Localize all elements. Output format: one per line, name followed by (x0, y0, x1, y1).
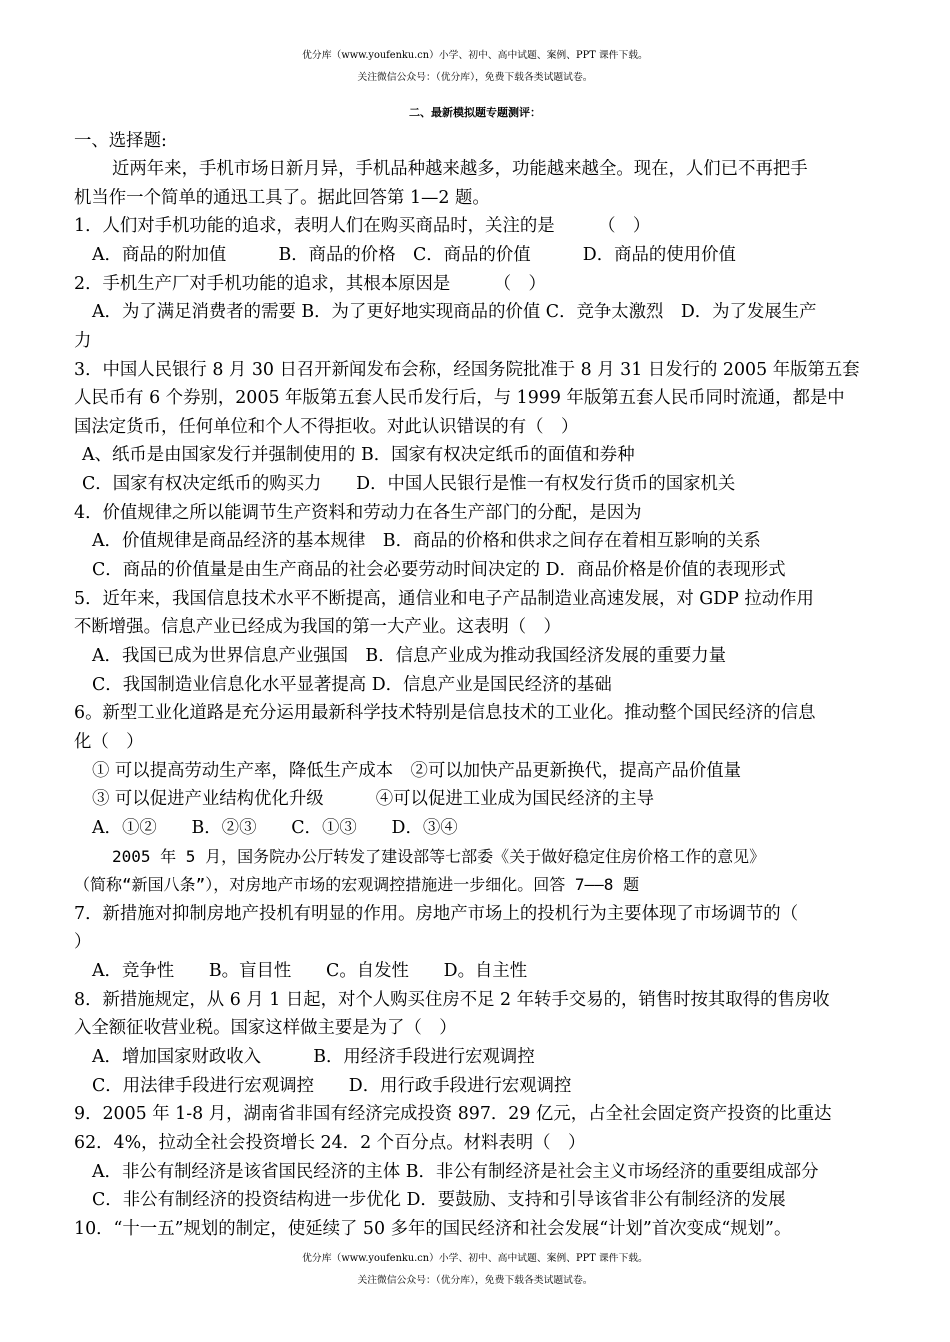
question-3-options: C．国家有权决定纸币的购买力 D．中国人民银行是惟一有权发行货币的国家机关 (82, 474, 736, 494)
question-9: 9．2005 年 1-8 月，湖南省非国有经济完成投资 897．29 亿元，占全社会固定资产投资的比重达 (74, 1104, 832, 1124)
question-1: 1．人们对手机功能的追求，表明人们在购买商品时，关注的是 （ ） (74, 216, 651, 236)
question-6-options: A．①② B．②③ C．①③ D．③④ (92, 818, 458, 838)
footer-line-1: 优分库（www.youfenku.cn）小学、初中、高中试题、案例、PPT 课件下载。 (302, 1253, 648, 1264)
question-8-options: A．增加国家财政收入 B．用经济手段进行宏观调控 (92, 1047, 535, 1067)
question-2-options: A．为了满足消费者的需要 B．为了更好地实现商品的价值 C．竞争太激烈 D．为了发展生产 (92, 302, 817, 322)
page-title: 二、最新模拟题专题测评： (409, 106, 541, 119)
text-line: 不断增强。信息产业已经成为我国的第一大产业。这表明（ ） (74, 617, 561, 637)
text-line: 化（ ） (74, 732, 144, 752)
question-3-options: A、纸币是由国家发行并强制使用的 B．国家有权决定纸币的面值和券种 (82, 445, 635, 465)
question-8: 8．新措施规定，从 6 月 1 日起，对个人购买住房不足 2 年转手交易的，销售时按其取得的售房收 (74, 990, 830, 1010)
question-9-options: A．非公有制经济是该省国民经济的主体 B．非公有制经济是社会主义市场经济的重要组成部分 (92, 1162, 819, 1182)
header-line-2: 关注微信公众号：（优分库），免费下载各类试题试卷。 (357, 72, 593, 83)
question-2: 2．手机生产厂对手机功能的追求，其根本原因是 （ ） (74, 274, 546, 294)
text-line: 机当作一个简单的通迅工具了。据此回答第 1—2 题。 (74, 188, 490, 208)
question-3: 3．中国人民银行 8 月 30 日召开新闻发布会称，经国务院批准于 8 月 31 日发行的 2005 年版第五套 (74, 360, 860, 380)
question-4: 4．价值规律之所以能调节生产资料和劳动力在各生产部门的分配，是因为 (74, 503, 642, 523)
question-1-options: A．商品的附加值 B．商品的价格 C．商品的价值 D．商品的使用价值 (92, 245, 736, 265)
question-7: 7．新措施对抑制房地产投机有明显的作用。房地产市场上的投机行为主要体现了市场调节的（ (74, 904, 799, 924)
question-6-statements: ① 可以提高劳动生产率，降低生产成本 ②可以加快产品更新换代，提高产品价值量 (92, 761, 741, 781)
question-5: 5．近年来，我国信息技术水平不断提高，通信业和电子产品制造业高速发展，对 GDP 拉动作用 (74, 589, 814, 609)
question-7-options: A．竞争性 B。盲目性 C。自发性 D。自主性 (92, 961, 528, 981)
header-line-1: 优分库（www.youfenku.cn）小学、初中、高中试题、案例、PPT 课件下载。 (302, 50, 648, 61)
text-line: 2005 年 5 月，国务院办公厅转发了建设部等七部委《关于做好稳定住房价格工作的意见》 (112, 847, 766, 866)
question-6-statements: ③ 可以促进产业结构优化升级 ④可以促进工业成为国民经济的主导 (92, 789, 655, 809)
footer-line-2: 关注微信公众号：（优分库），免费下载各类试题试卷。 (357, 1275, 593, 1286)
text-line: 人民币有 6 个券别，2005 年版第五套人民币发行后，与 1999 年版第五套人民币同时流通，都是中 (74, 388, 845, 408)
question-4-options: C．商品的价值量是由生产商品的社会必要劳动时间决定的 D．商品价格是价值的表现形式 (92, 560, 786, 580)
text-line: （简称“新国八条”），对房地产市场的宏观调控措施进一步细化。回答 7——8 题 (74, 875, 640, 894)
question-5-options: C．我国制造业信息化水平显著提高 D．信息产业是国民经济的基础 (92, 675, 612, 695)
text-line: 近两年来，手机市场日新月异，手机品种越来越多，功能越来越全。现在，人们已不再把手 (112, 159, 808, 179)
text-line: 入全额征收营业税。国家这样做主要是为了（ ） (74, 1018, 457, 1038)
question-8-options: C．用法律手段进行宏观调控 D．用行政手段进行宏观调控 (92, 1076, 572, 1096)
text-line: 力 (74, 331, 92, 351)
text-line: 62．4%，拉动全社会投资增长 24．2 个百分点。材料表明（ ） (74, 1133, 586, 1153)
section-heading: 一、选择题: (74, 131, 167, 151)
text-line: 国法定货币，任何单位和个人不得拒收。对此认识错误的有（ ） (74, 417, 579, 437)
question-10: 10．“十一五”规划的制定，使延续了 50 多年的国民经济和社会发展“计划”首次变成“规划”。 (74, 1219, 792, 1239)
question-9-options: C．非公有制经济的投资结构进一步优化 D．要鼓励、支持和引导该省非公有制经济的发展 (92, 1190, 786, 1210)
text-line: ） (74, 932, 92, 952)
question-6: 6。新型工业化道路是充分运用最新科学技术特别是信息技术的工业化。推动整个国民经济的信息 (74, 703, 816, 723)
question-5-options: A．我国已成为世界信息产业强国 B．信息产业成为推动我国经济发展的重要力量 (92, 646, 727, 666)
question-4-options: A．价值规律是商品经济的基本规律 B．商品的价格和供求之间存在着相互影响的关系 (92, 531, 761, 551)
